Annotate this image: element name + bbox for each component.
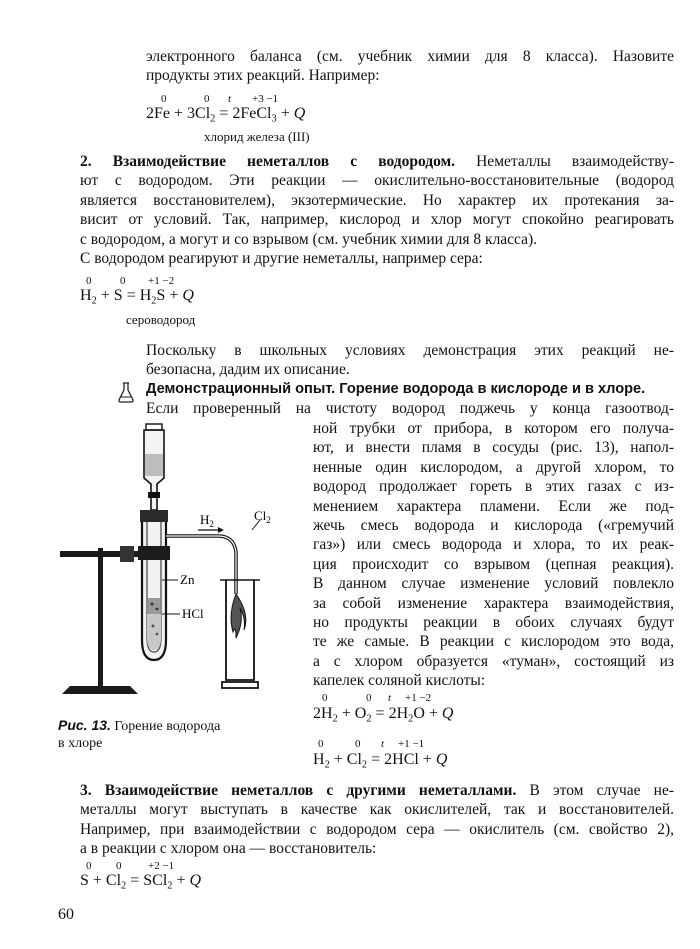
section-3-line: а в реакции с хлором она — восстановитель: [80,840,377,858]
demo-line: ют, и внести пламя в сосуды (рис. 13), напол- [313,439,674,457]
demo-line: менением характера пламени. Если же под- [313,497,674,515]
flame [231,594,246,638]
ox-state: 0 [116,860,122,872]
ox-state: +1 −1 [398,738,425,750]
product-name: сероводород [126,312,196,327]
ox-state: +1 −2 [405,692,432,704]
product-name: хлорид железа (III) [204,129,310,144]
condition-temperature: t [381,738,385,750]
demo-line: ненные один кислородом, а другой хлором, то [313,458,674,476]
ox-state: +1 −2 [148,275,175,287]
figure-apparatus [58,418,308,708]
ox-state: +2 −1 [148,860,175,872]
demo-intro [146,341,674,380]
intro-line: продукты этих реакций. Например: [146,67,380,85]
demo-intro-line: безопасна, дадим их описание. [146,361,350,379]
label-zinc: Zn [180,572,195,587]
section-2-first-line: 2. Взаимодействие неметаллов с водородом. Неметаллы взаимодейству- [80,153,674,170]
ox-state: 0 [322,692,328,704]
equation-text: $2H_2 + O_2 = 2H_2O + Q$ [313,705,454,725]
equation-text: $S + Cl_2 = SCl_2 + Q$ [80,872,202,892]
ox-state: 0 [318,738,324,750]
demo-body [313,419,674,691]
label-chlorine: $Cl_2$ [254,508,271,525]
demo-title: Демонстрационный опыт. Горение водорода в кислороде и в хлоре. [146,381,646,397]
section-2-title: 2. Взаимодействие неметаллов с водородом. [80,153,456,170]
demo-line: водород продолжает гореть в этих газах с из- [313,478,674,496]
ox-state: +3 −1 [252,93,279,105]
demo-line: ной трубки от прибора, в котором его получа- [313,420,674,437]
section-3-title: 3. Взаимодействие неметаллов с другими неметаллами. [80,782,517,799]
ox-state: 0 [204,93,210,105]
intro-line: электронного баланса (см. учебник химии для 8 класса). Назовите [146,48,674,65]
condition-temperature: t [388,692,392,704]
ox-state: 0 [120,275,126,287]
section-2-line: висит от условий. Так, например, кислород и хлор могут спокойно реагировать [80,211,674,229]
figure-caption [58,717,220,752]
demo-line: за собой изменение характера взаимодействия, [313,594,674,612]
condition-temperature: t [228,93,232,105]
equation-text: $H_2 + Cl_2 = 2HCl + Q$ [313,751,448,771]
section-3 [80,781,674,859]
figure-caption-text-line2: в хлоре [58,736,103,751]
ox-state: 0 [366,692,372,704]
section-2-line: с водородом, а могут и со взрывом (см. учебник химии для 8 класса). [80,230,538,248]
demo-line: а с хлором образуется «туман», состоящий из [313,652,674,670]
figure-caption-label: Рис. 13. [58,717,111,733]
ox-state: 0 [161,93,167,105]
demo-line: те же самые. В реакции с кислородом это вода, [313,633,674,651]
label-hydrogen: $H_2$ [200,512,214,529]
gas-jar [226,580,254,680]
label-hcl: HCl [182,606,204,621]
demo-line: капелек соляной кислоты: [313,672,486,690]
section-3-line: металлы могут выступать в качестве как окислителей, так и восстановителей. [80,801,674,819]
demo-line: но продукты реакции в обоих случаях будут [313,614,674,632]
page-number: 60 [58,906,74,923]
section-3-line: Например, при взаимодействии с водородом сера — окислитель (см. свойство 2), [80,820,674,838]
section-2-line: является восстановителем), экзотермические. Но характер их протекания за- [80,191,674,209]
ox-state: 0 [86,275,92,287]
demo-intro-line: Поскольку в школьных условиях демонстрация этих реакций не- [146,342,674,359]
section-2 [80,152,674,268]
section-2-line: С водородом реагируют и другие неметаллы, например сера: [80,250,483,268]
section-3-first-line: 3. Взаимодействие неметаллов с другими неметаллами. В этом случае не- [80,782,674,799]
stand-rod [98,548,103,688]
equation-text: $H_2 + S = H_2S + Q$ [80,287,194,307]
flask-icon [118,381,134,403]
demo-line: Если проверенный на чистоту водород поджечь у конца газоотвод- [146,400,674,418]
demo-line: ция происходит со взрывом (цепная реакция). [313,555,674,573]
section-2-line: ют с водородом. Эти реакции — окислительно-восстановительные (водород [80,172,674,190]
demo-line: жечь смесь водорода и кислорода («гремучий [313,517,674,535]
demo-block-head [146,380,674,419]
demo-line: В данном случае изменение условий повлекло [313,575,674,593]
ox-state: 0 [86,860,92,872]
ox-state: 0 [355,738,361,750]
intro-paragraph [146,47,674,86]
demo-line: газ») или смесь водорода и хлора, то их реак- [313,536,674,554]
equation-text: $2Fe + 3Cl_2$ = 2FeCl$_3$ + Q [146,105,306,125]
figure-caption-text: Горение водорода [110,719,221,734]
